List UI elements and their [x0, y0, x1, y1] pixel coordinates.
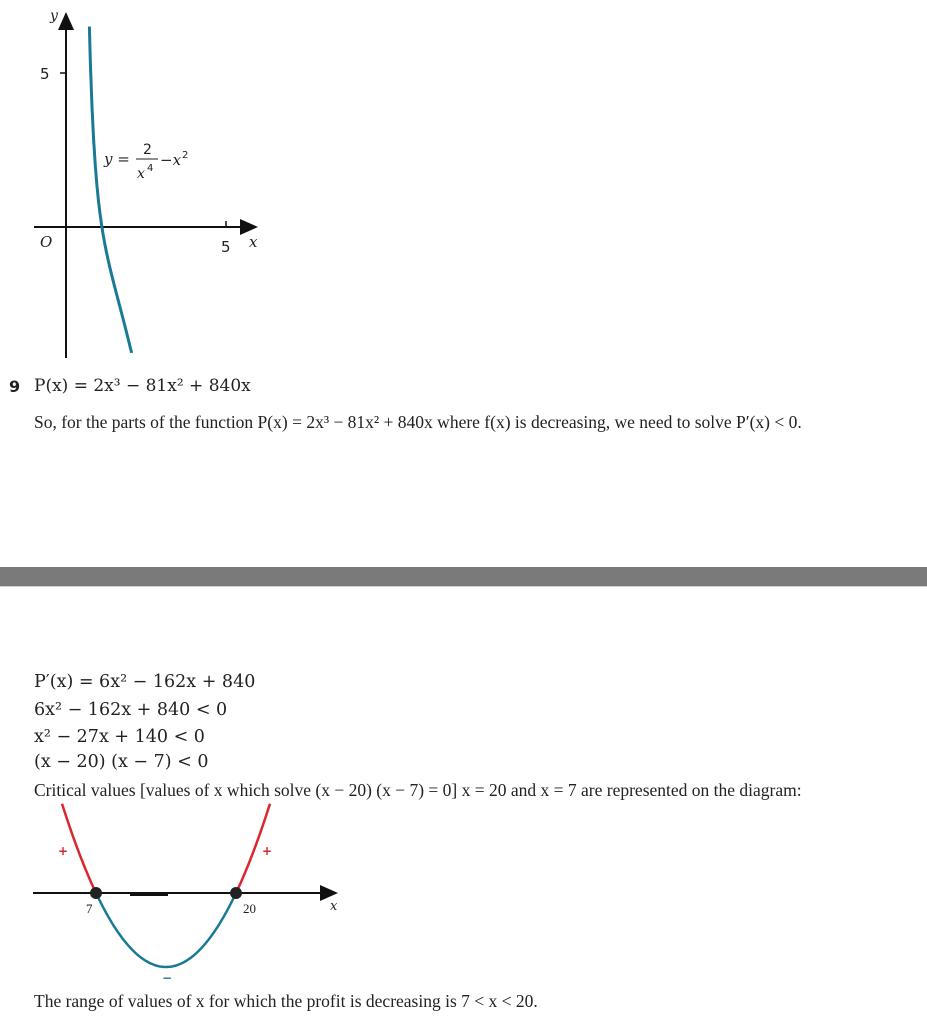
equation-tail: −x	[160, 151, 182, 169]
minus-sign: −	[162, 971, 173, 980]
function-curve	[89, 27, 131, 353]
x-tick-label: 5	[221, 238, 231, 256]
origin-label: O	[40, 233, 53, 251]
root-point-20	[230, 887, 242, 899]
root-label-20: 20	[243, 901, 256, 916]
plus-sign-left: +	[58, 844, 69, 858]
conclusion-text: The range of values of x for which the profit is decreasing is 7 < x < 20.	[34, 991, 538, 1011]
working-line-4: (x − 20) (x − 7) < 0	[34, 752, 209, 772]
question-number: 9	[9, 377, 21, 396]
critical-values-text: Critical values [values of x which solve (x − 20) (x − 7) = 0] x = 20 and x = 7 are represented on the diagram:	[34, 780, 802, 800]
equation-denominator-exponent: 4	[147, 163, 154, 174]
intro-text: So, for the parts of the function P(x) = 2x³ − 81x² + 840x where f(x) is decreasing, we need to solve P′(x) < 0.	[34, 412, 802, 432]
plus-sign-right: +	[262, 844, 273, 858]
y-axis-label: y	[50, 8, 58, 24]
equation-tail-exponent: 2	[182, 150, 189, 161]
sign-axis-x-label: x	[330, 899, 338, 914]
root-label-7: 7	[86, 901, 93, 916]
parabola-negative-middle	[96, 893, 236, 967]
equation-lhs: y =	[104, 150, 130, 168]
equation-numerator: 2	[143, 142, 152, 158]
y-tick-label: 5	[40, 65, 50, 83]
root-point-7	[90, 887, 102, 899]
question-expression: P(x) = 2x³ − 81x² + 840x	[34, 376, 251, 396]
sign-diagram	[0, 800, 360, 980]
working-line-2: 6x² − 162x + 840 < 0	[34, 700, 228, 720]
graph-y-equals-2-over-x4-minus-x2	[0, 0, 300, 365]
working-line-1: P′(x) = 6x² − 162x + 840	[34, 672, 256, 692]
page-divider	[0, 567, 927, 587]
equation-denominator: x	[137, 166, 145, 182]
working-line-3: x² − 27x + 140 < 0	[34, 727, 205, 747]
x-axis-label: x	[249, 233, 258, 251]
